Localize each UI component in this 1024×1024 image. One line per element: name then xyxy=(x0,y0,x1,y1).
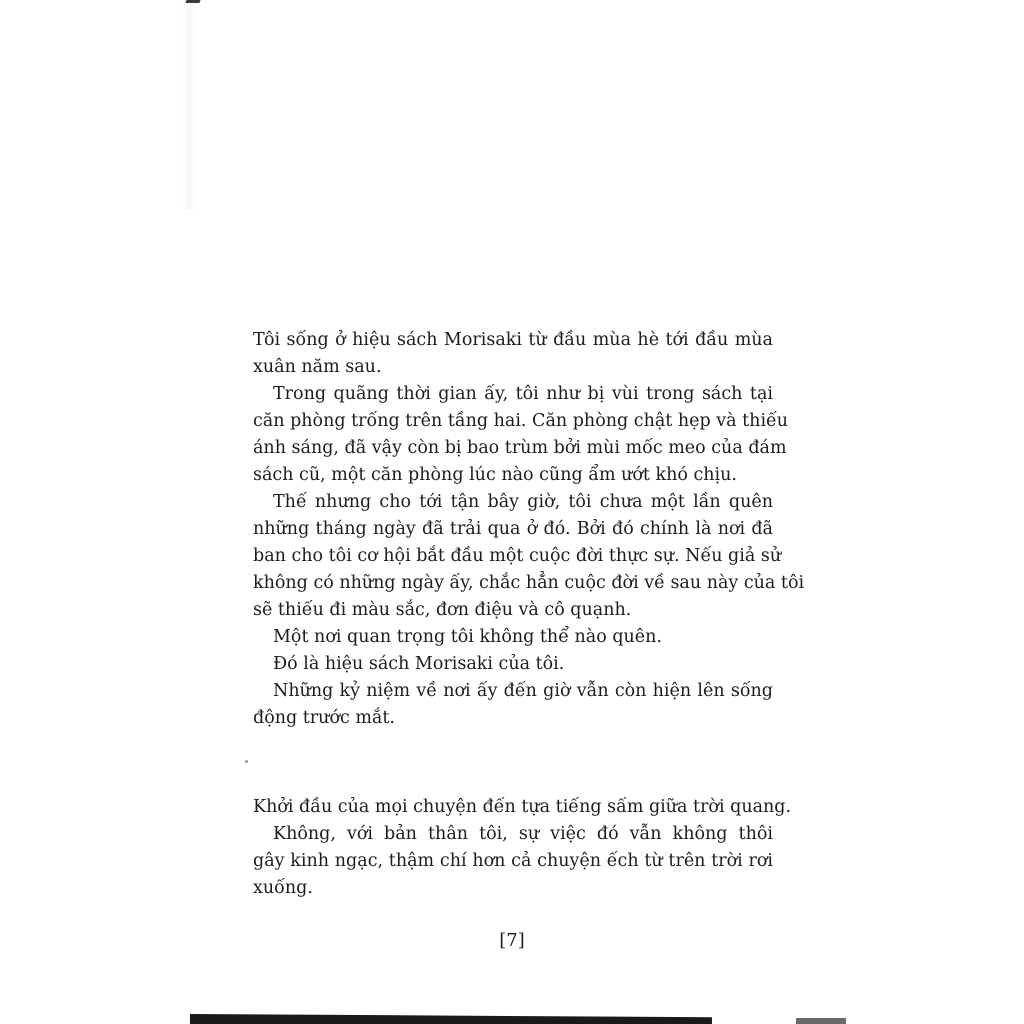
text-line: xuân năm sau. xyxy=(253,357,382,377)
text-line: không có những ngày ấy, chắc hẳn cuộc đời về sau này của tôi xyxy=(253,573,805,593)
text-line: ban cho tôi cơ hội bắt đầu một cuộc đời thực sự. Nếu giả sử xyxy=(253,546,782,566)
body-text-section-1 xyxy=(253,327,805,732)
body-text-section-2 xyxy=(253,794,792,902)
page-bottom-edge xyxy=(190,1014,712,1024)
page-number: [7] xyxy=(499,930,525,951)
text-line: Trong quãng thời gian ấy, tôi như bị vùi trong sách tại xyxy=(273,384,773,404)
text-line: động trước mắt. xyxy=(253,708,395,728)
corner-mark xyxy=(185,0,200,3)
text-line: ánh sáng, đã vậy còn bị bao trùm bởi mùi mốc meo của đám xyxy=(253,438,787,458)
text-line: căn phòng trống trên tầng hai. Căn phòng chật hẹp và thiếu xyxy=(253,411,789,431)
text-line: xuống. xyxy=(253,878,313,898)
page-bottom-edge-right xyxy=(796,1018,846,1024)
text-line: Khởi đầu của mọi chuyện đến tựa tiếng sấm giữa trời quang. xyxy=(253,797,792,817)
text-line: Không, với bản thân tôi, sự việc đó vẫn không thôi xyxy=(273,824,773,844)
text-line: gây kinh ngạc, thậm chí hơn cả chuyện ếch từ trên trời rơi xyxy=(253,851,773,871)
text-line: sẽ thiếu đi màu sắc, đơn điệu và cô quạnh. xyxy=(253,600,632,620)
gutter-shadow xyxy=(182,0,196,210)
text-line: Tôi sống ở hiệu sách Morisaki từ đầu mùa hè tới đầu mùa xyxy=(253,330,773,350)
text-line: Một nơi quan trọng tôi không thể nào quên. xyxy=(273,627,662,647)
text-line: những tháng ngày đã trải qua ở đó. Bởi đó chính là nơi đã xyxy=(253,519,773,539)
text-line: Thế nhưng cho tới tận bây giờ, tôi chưa một lần quên xyxy=(273,492,773,512)
text-line: Đó là hiệu sách Morisaki của tôi. xyxy=(273,654,565,674)
text-line: sách cũ, một căn phòng lúc nào cũng ẩm ướt khó chịu. xyxy=(253,465,737,485)
text-line: Những kỷ niệm về nơi ấy đến giờ vẫn còn hiện lên sống xyxy=(273,681,773,701)
ink-speck xyxy=(245,760,248,763)
